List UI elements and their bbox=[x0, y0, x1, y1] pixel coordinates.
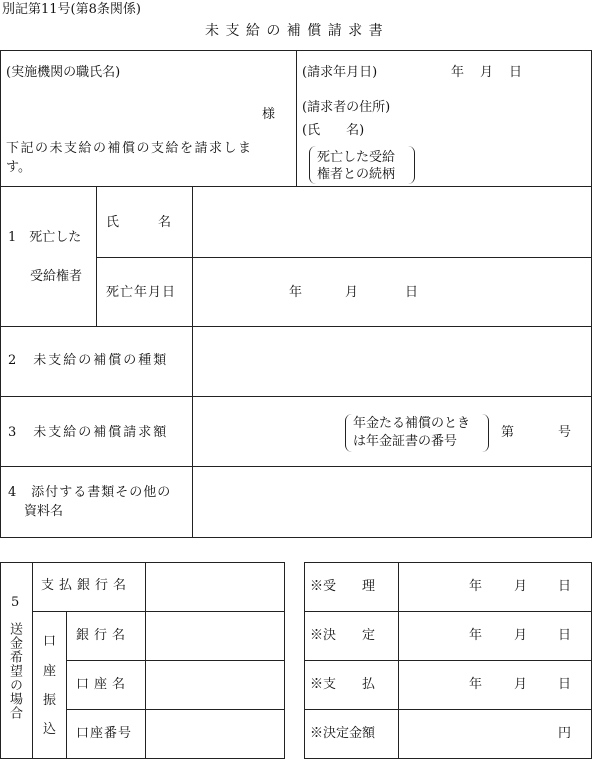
death-date-day-unit: 日 bbox=[405, 285, 419, 300]
office-received-day: 日 bbox=[558, 579, 572, 594]
death-date-year-unit: 年 bbox=[289, 285, 303, 300]
request-text-line1: 下記の未支給の補償の支給を請求しま bbox=[6, 141, 253, 156]
office-paid-label: ※支 払 bbox=[310, 677, 376, 692]
form-number: 別記第11号(第8条関係) bbox=[2, 2, 141, 17]
request-date-year-unit: 年 bbox=[451, 65, 465, 80]
office-amount-label: ※決定金額 bbox=[310, 726, 376, 741]
office-amount-yen: 円 bbox=[558, 726, 572, 741]
deceased-name-label: 氏 名 bbox=[106, 215, 172, 230]
relation-line2: 権者との続柄 bbox=[317, 167, 396, 182]
death-date-month-unit: 月 bbox=[345, 285, 359, 300]
request-date-day-unit: 日 bbox=[509, 65, 523, 80]
item4-label-line2: 資料名 bbox=[24, 504, 64, 519]
pension-note-line1: 年金たる補償のとき bbox=[353, 416, 471, 431]
bank-label: 支払銀行名 bbox=[41, 578, 132, 593]
item5-number: 5 bbox=[11, 595, 20, 610]
pension-note-line2: は年金証書の番号 bbox=[353, 434, 458, 449]
office-paid-month: 月 bbox=[514, 677, 528, 692]
office-decided-month: 月 bbox=[514, 628, 528, 643]
certificate-go-label: 号 bbox=[558, 425, 572, 440]
account-number-label: 口座番号 bbox=[76, 726, 133, 741]
page-title: 未 支 給 の 補 償 請 求 書 bbox=[205, 23, 384, 39]
office-received-year: 年 bbox=[469, 579, 483, 594]
office-paid-day: 日 bbox=[558, 677, 572, 692]
transfer-char-4: 込 bbox=[43, 722, 57, 737]
account-name-label: 口座名 bbox=[76, 677, 131, 692]
bank-name-label: 銀行名 bbox=[76, 628, 131, 643]
claimant-name-label: (氏 名) bbox=[302, 123, 365, 138]
request-date-month-unit: 月 bbox=[480, 65, 494, 80]
sama-label: 様 bbox=[262, 107, 276, 122]
relation-line1: 死亡した受給 bbox=[317, 150, 396, 165]
office-received-month: 月 bbox=[514, 579, 528, 594]
item5-vertical-label: 送金希望の場合 bbox=[7, 622, 22, 720]
death-date-label: 死亡年月日 bbox=[106, 285, 177, 300]
office-decided-label: ※決 定 bbox=[310, 628, 376, 643]
request-date-label: (請求年月日) bbox=[302, 65, 378, 80]
office-decided-year: 年 bbox=[469, 628, 483, 643]
certificate-dai-label: 第 bbox=[501, 425, 515, 440]
item1-label-line1: 1 死亡した bbox=[8, 230, 82, 245]
claimant-address-label: (請求者の住所) bbox=[302, 100, 391, 115]
item3-label: 3 未支給の補償請求額 bbox=[8, 425, 169, 440]
item2-label: 2 未支給の補償の種類 bbox=[8, 353, 169, 368]
transfer-char-1: 口 bbox=[43, 634, 57, 649]
item4-label-line1: 4 添付する書類その他の bbox=[8, 485, 172, 500]
transfer-char-3: 振 bbox=[43, 693, 57, 708]
agency-label: (実施機関の職氏名) bbox=[6, 65, 121, 80]
office-paid-year: 年 bbox=[469, 677, 483, 692]
transfer-char-2: 座 bbox=[43, 664, 57, 679]
office-decided-day: 日 bbox=[558, 628, 572, 643]
office-received-label: ※受 理 bbox=[310, 579, 376, 594]
request-text-line2: す。 bbox=[6, 160, 31, 175]
item1-label-line2: 受給権者 bbox=[30, 269, 83, 284]
